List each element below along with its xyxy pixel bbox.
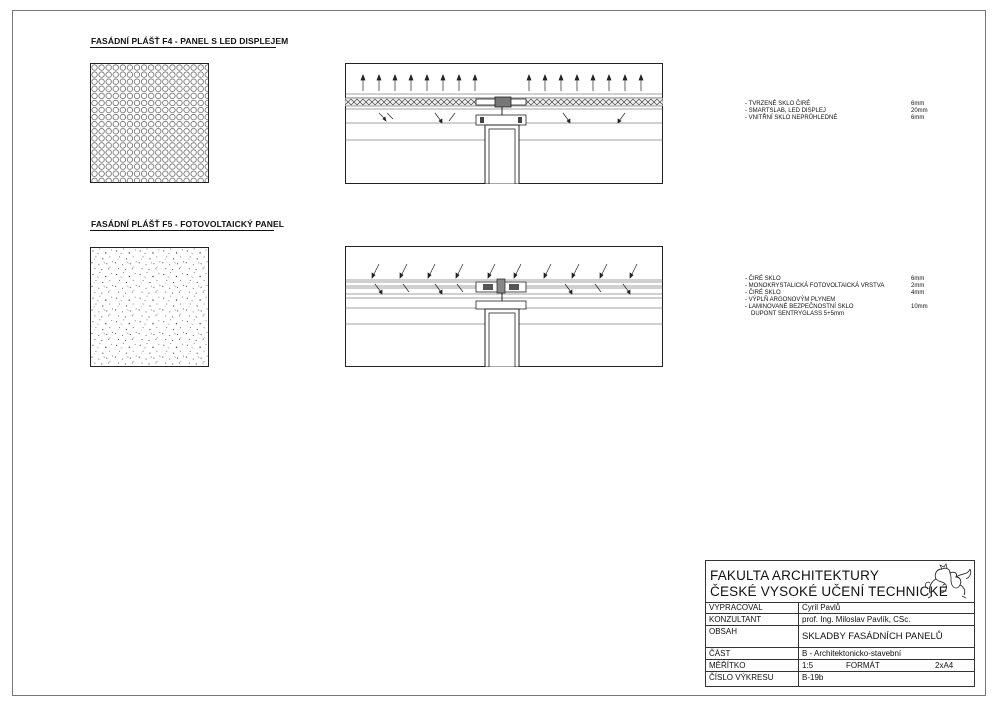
drawing-number-value: B-19b: [802, 673, 824, 682]
school-name-line2: ČESKÉ VYSOKÉ UČENÍ TECHNICKÉ: [710, 584, 948, 599]
panel-f4-section-detail: [345, 63, 663, 184]
panel-f5-section-detail: [345, 246, 663, 367]
title-block-divider: [706, 613, 974, 614]
content-label: OBSAH: [709, 627, 738, 636]
panel-f4-title-rule: [90, 47, 276, 48]
part-value: B - Architektonicko-stavební: [802, 649, 902, 658]
format-value: 2xA4: [935, 661, 954, 670]
panel-f5-title-rule: [90, 230, 274, 231]
layer-name: - ČIRÉ SKLO: [745, 290, 781, 296]
layer-row: [745, 101, 925, 108]
layer-name: - TVRZENÉ SKLO ČIRÉ: [745, 101, 811, 107]
scale-value: 1:5: [802, 661, 814, 670]
layer-thickness: 6mm: [911, 276, 925, 282]
layer-thickness: 2mm: [911, 283, 925, 289]
author-label: VYPRACOVAL: [709, 603, 763, 612]
layer-name: - SMARTSLAB, LED DISPLEJ: [745, 108, 826, 114]
layer-thickness: 6mm: [911, 101, 925, 107]
layer-row: [745, 108, 928, 115]
author-value: Cyril Pavlů: [802, 603, 841, 612]
layer-row: [745, 311, 884, 318]
layer-name: - VNITŘNÍ SKLO NEPRŮHLEDNÉ: [745, 115, 838, 121]
title-block-divider: [706, 671, 974, 672]
layer-row: [745, 115, 925, 122]
consultant-value: prof. Ing. Miloslav Pavlík, CSc.: [802, 615, 911, 624]
layer-name: DUPONT SENTRYGLASS 5+5mm: [751, 311, 844, 317]
format-label: FORMÁT: [846, 661, 880, 670]
layer-name: - ČIRÉ SKLO: [745, 276, 781, 282]
title-block-divider: [706, 625, 974, 626]
layer-row: [745, 276, 925, 283]
title-block-divider: [706, 659, 974, 660]
content-value: SKLADBY FASÁDNÍCH PANELŮ: [802, 631, 943, 642]
layer-row: [745, 297, 884, 304]
title-block-column-divider: [798, 602, 799, 687]
layer-thickness: 10mm: [911, 304, 928, 310]
photovoltaic-speckle-pattern: [90, 247, 209, 367]
panel-f5-layer-list: [745, 276, 928, 318]
layer-row: [745, 283, 925, 290]
title-block: [705, 560, 975, 687]
panel-f4-title: FASÁDNÍ PLÁŠŤ F4 - PANEL S LED DISPLEJEM: [91, 36, 289, 46]
layer-row: [745, 290, 925, 297]
layer-thickness: 20mm: [911, 108, 928, 114]
consultant-label: KONZULTANT: [709, 615, 762, 624]
scale-label: MĚŘÍTKO: [709, 661, 746, 670]
layer-row: [745, 304, 928, 311]
layer-name: - VÝPLŇ ARGONOVÝM PLYNEM: [745, 297, 836, 303]
led-panel-dot-pattern: [90, 63, 209, 183]
layer-name: - MONOKRYSTALICKÁ FOTOVOLTAICKÁ VRSTVA: [745, 283, 885, 289]
panel-f5-title: FASÁDNÍ PLÁŠŤ F5 - FOTOVOLTAICKÝ PANEL: [91, 219, 285, 229]
layer-name: - LAMINOVANÉ BEZPEČNOSTNÍ SKLO: [745, 304, 854, 310]
panel-f4-layer-list: [745, 101, 928, 122]
layer-thickness: 6mm: [911, 115, 925, 121]
drawing-number-label: ČÍSLO VÝKRESU: [709, 673, 774, 682]
layer-thickness: 4mm: [911, 290, 925, 296]
school-name-line1: FAKULTA ARCHITEKTURY: [710, 568, 880, 583]
ctu-lion-emblem-icon: [922, 563, 974, 599]
part-label: ČÁST: [709, 649, 731, 658]
title-block-divider: [706, 647, 974, 648]
